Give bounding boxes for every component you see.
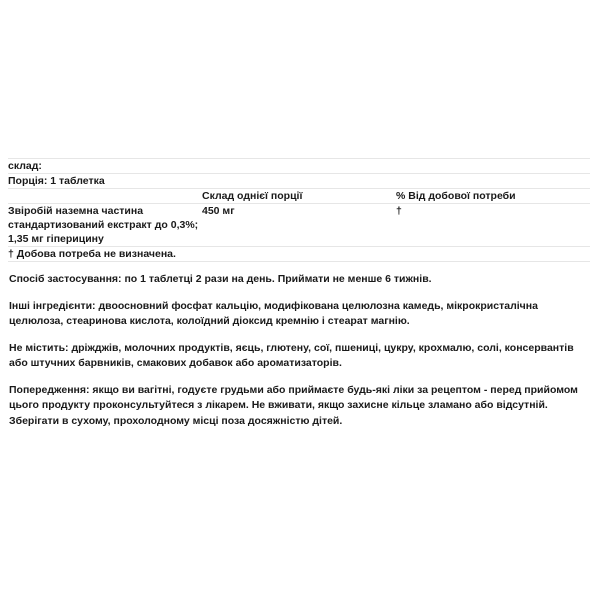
supplement-facts-title: склад: [8,160,42,172]
daily-value-footnote: † Добова потреба не визначена. [8,248,176,260]
free-of-paragraph: Не містить: дріжджів, молочних продуктів, яєць, глютену, сої, пшениці, цукру, крохмалю, солі, консервантів або штучних барвників, смакових добавок або ароматизаторів. [9,341,574,369]
ingredient-daily-value: † [396,205,402,217]
column-header-daily-value: % Від добової потреби [396,190,516,202]
table-row-serving [8,174,590,189]
ingredient-name: Звіробій наземна частина стандартизований екстракт до 0,3%; 1,35 мг гіперицину [8,205,199,245]
directions-paragraph: Спосіб застосування: по 1 таблетці 2 рази на день. Приймати не менше 6 тижнів. [9,273,432,285]
supplement-facts-panel [0,158,600,429]
ingredient-amount: 450 мг [202,205,235,217]
other-ingredients-paragraph: Інші інгредієнти: двоосновний фосфат кальцію, модифікована целюлозна камедь, мікрокристалічна целюлоза, стеаринова кислота, колоїдний діоксид кремнію і стеарат магнію. [9,299,538,327]
column-header-name [8,189,202,204]
supplement-facts-table [8,158,590,262]
table-row [8,204,590,247]
table-header-row [8,189,590,204]
serving-size-label: Порція: 1 таблетка [8,175,105,187]
table-row-footnote [8,247,590,262]
label-text-block [8,262,588,429]
warning-paragraph: Попередження: якщо ви вагітні, годуєте грудьми або приймаєте будь-які ліки за рецептом - перед прийомом цього продукту проконсультуйтеся з лікарем. Не вживати, якщо захисне кільце зламано або відсутній. Зберігати в сухому, прохолодному місці поза досяжністю дітей. [9,383,578,427]
column-header-amount-per-serving: Склад однієї порції [202,190,303,202]
table-row-title [8,159,590,174]
